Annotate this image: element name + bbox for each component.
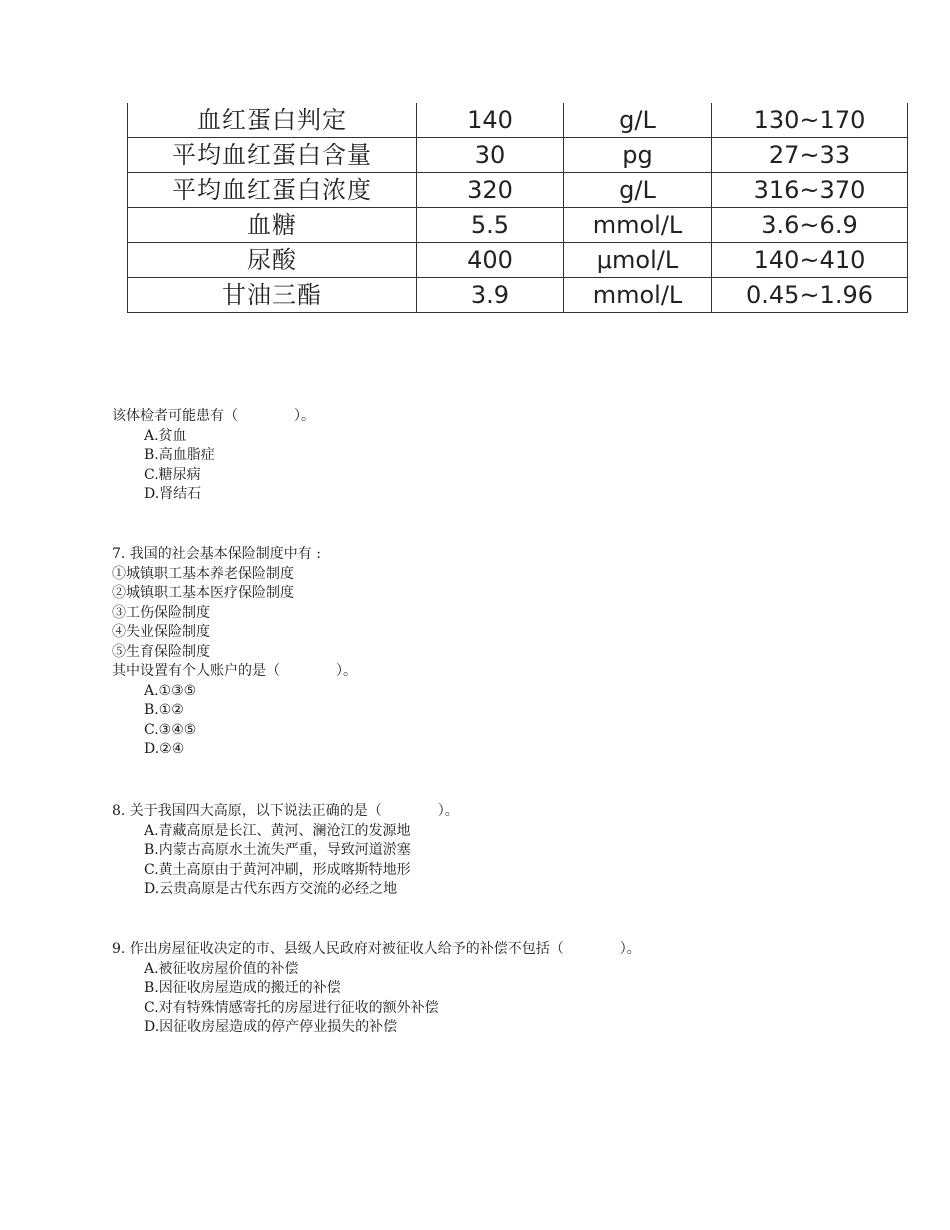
option-c: C.对有特殊情感寄托的房屋进行征收的额外补偿 bbox=[144, 999, 439, 1016]
test-unit-cell: pg bbox=[564, 138, 712, 173]
test-item-cell: 甘油三酯 bbox=[128, 278, 417, 313]
reference-range-cell: 140~410 bbox=[712, 243, 908, 278]
question-stem: 9. 作出房屋征收决定的市、县级人民政府对被征收人给予的补偿不包括（ ）。 bbox=[112, 941, 641, 957]
test-value-cell: 400 bbox=[417, 243, 564, 278]
test-item-cell: 血红蛋白判定 bbox=[128, 103, 417, 138]
option-a: A.①③⑤ bbox=[144, 682, 197, 699]
list-item: ④失业保险制度 bbox=[112, 624, 210, 640]
table-row bbox=[128, 138, 908, 173]
reference-range-cell: 0.45~1.96 bbox=[712, 278, 908, 313]
test-item-cell: 尿酸 bbox=[128, 243, 417, 278]
test-value-cell: 140 bbox=[417, 103, 564, 138]
table-row bbox=[128, 173, 908, 208]
reference-range-cell: 27~33 bbox=[712, 138, 908, 173]
option-d: D.②④ bbox=[144, 741, 185, 757]
option-a: A.青藏高原是长江、黄河、澜沧江的发源地 bbox=[144, 822, 411, 839]
option-b: B.①② bbox=[144, 702, 184, 718]
option-c: C.黄土高原由于黄河冲刷，形成喀斯特地形 bbox=[144, 861, 411, 878]
test-item-cell: 平均血红蛋白浓度 bbox=[128, 173, 417, 208]
reference-range-cell: 3.6~6.9 bbox=[712, 208, 908, 243]
list-item: ①城镇职工基本养老保险制度 bbox=[112, 565, 294, 582]
question-9 bbox=[112, 940, 641, 1038]
table-row bbox=[128, 278, 908, 313]
question-8 bbox=[112, 802, 459, 900]
list-item: ③工伤保险制度 bbox=[112, 604, 210, 621]
option-a: A.贫血 bbox=[144, 427, 187, 444]
question-6 bbox=[112, 407, 315, 505]
test-value-cell: 5.5 bbox=[417, 208, 564, 243]
question-7 bbox=[112, 545, 357, 760]
option-b: B.因征收房屋造成的搬迁的补偿 bbox=[144, 980, 341, 996]
test-unit-cell: g/L bbox=[564, 103, 712, 138]
question-prompt: 其中设置有个人账户的是（ ）。 bbox=[112, 663, 357, 679]
option-b: B.高血脂症 bbox=[144, 447, 215, 463]
option-c: C.糖尿病 bbox=[144, 466, 201, 483]
reference-range-cell: 316~370 bbox=[712, 173, 908, 208]
test-unit-cell: μmol/L bbox=[564, 243, 712, 278]
option-d: D.云贵高原是古代东西方交流的必经之地 bbox=[144, 881, 398, 897]
option-d: D.因征收房屋造成的停产停业损失的补偿 bbox=[144, 1019, 398, 1035]
test-unit-cell: mmol/L bbox=[564, 278, 712, 313]
question-stem: 该体检者可能患有（ ）。 bbox=[112, 408, 315, 424]
list-item: ⑤生育保险制度 bbox=[112, 643, 210, 660]
test-item-cell: 平均血红蛋白含量 bbox=[128, 138, 417, 173]
reference-range-cell: 130~170 bbox=[712, 103, 908, 138]
test-unit-cell: g/L bbox=[564, 173, 712, 208]
table-row bbox=[128, 208, 908, 243]
table-row bbox=[128, 243, 908, 278]
test-item-cell: 血糖 bbox=[128, 208, 417, 243]
option-a: A.被征收房屋价值的补偿 bbox=[144, 960, 299, 977]
option-c: C.③④⑤ bbox=[144, 721, 197, 738]
test-value-cell: 30 bbox=[417, 138, 564, 173]
list-item: ②城镇职工基本医疗保险制度 bbox=[112, 585, 294, 601]
question-stem: 8. 关于我国四大高原，以下说法正确的是（ ）。 bbox=[112, 803, 459, 819]
test-value-cell: 320 bbox=[417, 173, 564, 208]
table-row bbox=[128, 103, 908, 138]
test-value-cell: 3.9 bbox=[417, 278, 564, 313]
option-b: B.内蒙古高原水土流失严重，导致河道淤塞 bbox=[144, 842, 411, 858]
lab-results-table bbox=[127, 103, 908, 313]
test-unit-cell: mmol/L bbox=[564, 208, 712, 243]
option-d: D.肾结石 bbox=[144, 486, 202, 502]
question-stem: 7. 我国的社会基本保险制度中有 : bbox=[112, 546, 321, 562]
